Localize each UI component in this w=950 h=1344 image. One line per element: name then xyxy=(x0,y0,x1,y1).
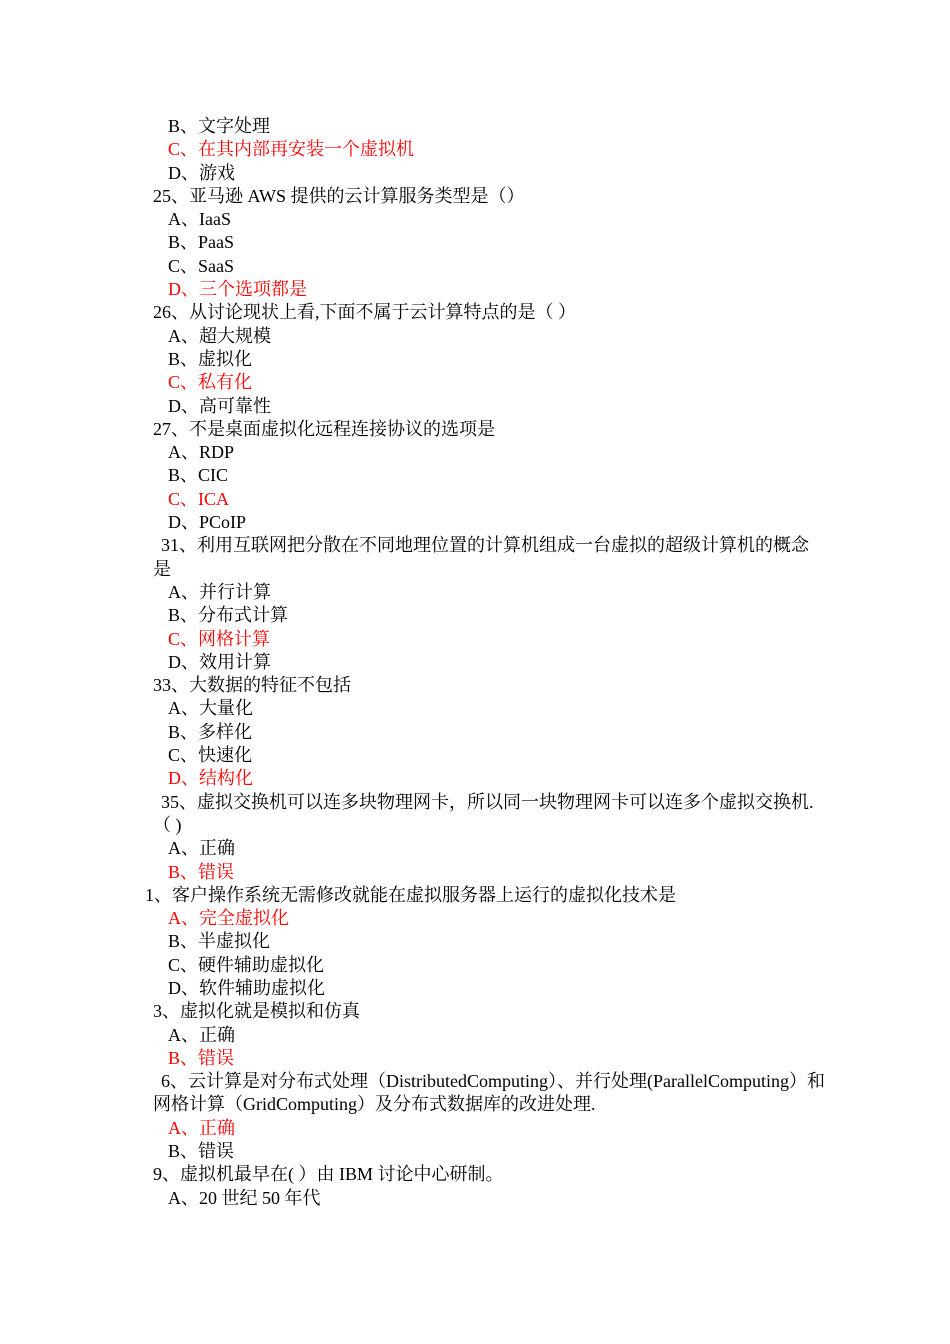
answer-option-correct: C、私有化 xyxy=(168,372,253,393)
answer-option: A、并行计算 xyxy=(168,581,271,602)
answer-option: B、错误 xyxy=(168,1141,235,1162)
answer-option: C、快速化 xyxy=(168,745,253,766)
question-text: 26、从讨论现状上看,下面不属于云计算特点的是（ ） xyxy=(153,302,576,323)
answer-option: D、游戏 xyxy=(168,162,235,183)
answer-option: D、PCoIP xyxy=(168,512,247,533)
answer-option: D、高可靠性 xyxy=(168,395,271,416)
question-text: 3、虚拟化就是模拟和仿真 xyxy=(153,1001,360,1022)
answer-option: B、虚拟化 xyxy=(168,348,253,369)
answer-option: B、CIC xyxy=(168,465,229,486)
answer-option-correct: C、在其内部再安装一个虚拟机 xyxy=(168,139,415,160)
answer-option: B、多样化 xyxy=(168,721,253,742)
question-text: 35、虚拟交换机可以连多块物理网卡，所以同一块物理网卡可以连多个虚拟交换机.（ ) xyxy=(153,791,814,835)
answer-option-correct: B、错误 xyxy=(168,861,235,882)
answer-option: D、软件辅助虚拟化 xyxy=(168,977,325,998)
answer-option: A、超大规模 xyxy=(168,325,271,346)
answer-option-correct: C、ICA xyxy=(168,488,230,509)
answer-option: B、分布式计算 xyxy=(168,605,289,626)
answer-option: A、正确 xyxy=(168,838,235,859)
question-text: 31、利用互联网把分散在不同地理位置的计算机组成一台虚拟的超级计算机的概念是 xyxy=(153,535,809,579)
answer-option: B、PaaS xyxy=(168,232,235,253)
answer-option: A、正确 xyxy=(168,1024,235,1045)
answer-option-correct: D、结构化 xyxy=(168,768,253,789)
answer-option-correct: C、网格计算 xyxy=(168,628,271,649)
question-text: 27、不是桌面虚拟化远程连接协议的选项是 xyxy=(153,418,495,439)
answer-option: B、文字处理 xyxy=(168,116,271,136)
answer-option: D、效用计算 xyxy=(168,651,271,672)
answer-option: A、RDP xyxy=(168,442,235,463)
answer-option-correct: B、错误 xyxy=(168,1047,235,1068)
quiz-content xyxy=(145,115,825,1210)
answer-option: A、20 世纪 50 年代 xyxy=(168,1187,321,1208)
answer-option-correct: A、完全虚拟化 xyxy=(168,908,289,929)
question-text: 6、云计算是对分布式处理（DistributedComputing）、并行处理(ParallelComputing）和网格计算（GridComputing）及分布式数据库的改进处理. xyxy=(153,1071,825,1115)
answer-option: A、大量化 xyxy=(168,698,253,719)
question-text: 9、虚拟机最早在( ）由 IBM 讨论中心研制。 xyxy=(153,1164,504,1185)
question-text: 1、客户操作系统无需修改就能在虚拟服务器上运行的虚拟化技术是 xyxy=(145,884,676,905)
answer-option: C、硬件辅助虚拟化 xyxy=(168,954,325,975)
question-text: 33、大数据的特征不包括 xyxy=(153,675,351,696)
answer-option-correct: D、三个选项都是 xyxy=(168,279,307,300)
answer-option: B、半虚拟化 xyxy=(168,931,271,952)
answer-option: A、IaaS xyxy=(168,209,231,230)
answer-option: C、SaaS xyxy=(168,255,235,276)
answer-option-correct: A、正确 xyxy=(168,1117,235,1138)
question-text: 25、亚马逊 AWS 提供的云计算服务类型是（） xyxy=(153,185,525,206)
